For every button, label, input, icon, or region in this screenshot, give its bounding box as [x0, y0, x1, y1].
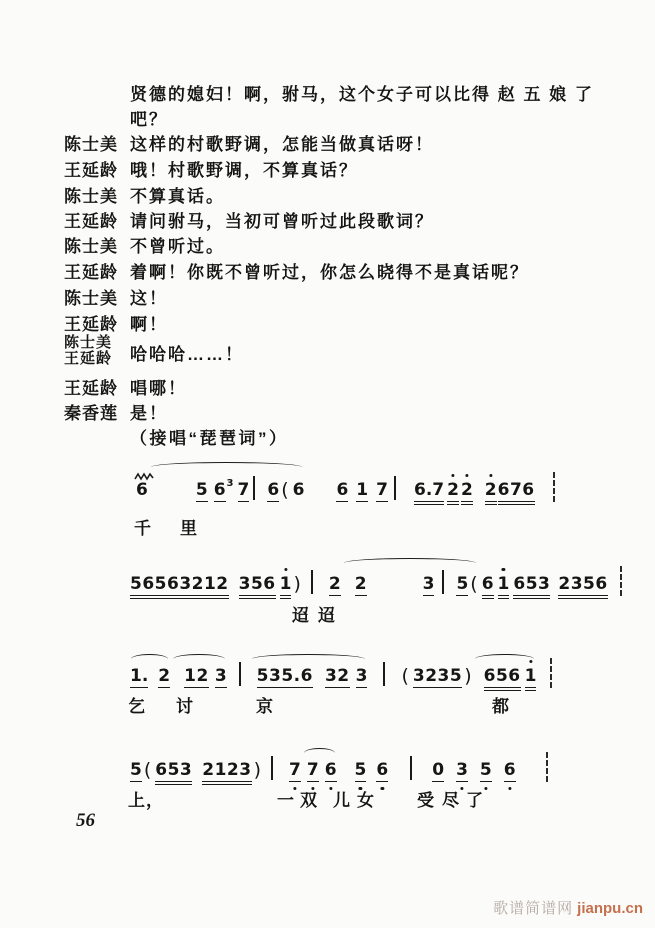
dialogue-text: 啊！ — [130, 315, 168, 334]
dialogue-row — [0, 80, 655, 104]
note-token: 5 — [456, 574, 469, 594]
dialogue-text: 不算真话。 — [130, 187, 225, 206]
lyric-syllable: 京 — [256, 697, 274, 716]
note-token: 3 — [456, 760, 468, 782]
slur-arc — [252, 654, 366, 664]
speaker-name: 陈士美 — [64, 187, 118, 206]
note-token: 6.7 — [413, 480, 445, 500]
note-token: 3 — [355, 666, 368, 686]
slur-group — [341, 570, 478, 596]
slur-group — [249, 666, 368, 688]
lyric-syllable: 迢 — [318, 606, 336, 625]
barline — [394, 476, 396, 500]
note-token: 56563212 — [130, 574, 229, 594]
octave-dot-above — [451, 474, 454, 477]
lyric-syllable: 女 — [357, 791, 375, 810]
music-line — [128, 658, 560, 688]
speaker-name: 陈士美 — [64, 237, 118, 256]
music-line — [128, 752, 556, 782]
lyric-syllable: 乞 — [128, 697, 146, 716]
slur-group — [472, 666, 537, 688]
lyric-syllable: 了 — [466, 791, 484, 810]
octave-dot-above — [465, 474, 468, 477]
note-group — [367, 662, 393, 686]
note-token: 676 — [497, 480, 535, 500]
octave-dot-below — [460, 787, 463, 790]
dialogue-row — [0, 284, 655, 308]
note-token: 2 — [354, 574, 367, 594]
lyric-syllable: 双 — [300, 791, 318, 810]
note-group — [478, 566, 630, 596]
rest-note: 0 — [432, 760, 445, 780]
dialogue-row — [0, 207, 655, 231]
octave-dot-below — [381, 787, 384, 790]
note-group — [404, 480, 473, 502]
note-token: 2 — [485, 480, 497, 502]
barline — [442, 570, 444, 594]
dialogue-text: 这！ — [130, 289, 168, 308]
note-group — [388, 476, 404, 500]
barline — [239, 662, 241, 686]
note-group — [128, 574, 301, 596]
dialogue-row — [0, 331, 655, 367]
slur-arc — [131, 654, 168, 664]
paren-mark: ( — [401, 665, 409, 687]
note-group — [128, 480, 148, 500]
slur-group — [148, 474, 305, 502]
page-number: 56 — [76, 810, 95, 831]
note-token: 2123 — [202, 760, 252, 780]
note-token: 6 — [292, 480, 305, 500]
note-token: 6 — [267, 480, 280, 500]
note-token: 32 — [324, 666, 350, 686]
slur-arc — [151, 462, 303, 472]
note-token: 2 — [447, 480, 459, 502]
speaker-name: 王延龄 — [64, 161, 118, 180]
dialogue-text: 不曾听过。 — [130, 237, 225, 256]
note-group — [393, 666, 471, 688]
dialogue-row — [0, 182, 655, 206]
speaker-name: 王延龄 — [64, 379, 118, 398]
paren-mark: ( — [281, 479, 289, 501]
lyric-syllable: 迢 — [292, 606, 310, 625]
note-token: 7 — [237, 480, 250, 500]
note-token: 3 — [422, 574, 435, 594]
dialogue-row — [0, 258, 655, 282]
speaker-name: 陈士美 — [64, 135, 118, 154]
lyric-syllable: 千 — [134, 519, 152, 538]
dialogue-text: 着啊！你既不曾听过，你怎么晓得不是真话呢？ — [130, 263, 529, 282]
speaker-name: 陈士美 — [64, 334, 113, 351]
dashed-barline — [553, 472, 555, 502]
slur-arc — [173, 654, 225, 664]
note-group — [536, 658, 560, 688]
note-token: 356 — [238, 574, 276, 594]
paren-mark: ) — [464, 665, 472, 687]
dialogue-text: 哦！村歌野调，不算真话？ — [130, 161, 358, 180]
speaker-name: 王延龄 — [64, 315, 118, 334]
note-token: 7 — [289, 760, 301, 782]
note-token: 1. — [130, 666, 149, 686]
note-group — [281, 760, 301, 782]
note-token: 5 — [195, 480, 208, 500]
note-token: 656 — [483, 666, 521, 686]
barline — [311, 570, 313, 594]
grace-note: 3 — [226, 478, 234, 489]
note-token: 1 — [356, 480, 369, 500]
note-group — [321, 574, 341, 596]
dialogue-row — [0, 156, 655, 180]
dialogue-text: 请问驸马，当初可曾听过此段歌词？ — [130, 212, 434, 231]
dialogue-row — [0, 399, 655, 423]
dashed-barline — [620, 566, 622, 596]
slur-group — [128, 666, 170, 688]
barline — [410, 756, 412, 780]
note-token: 12 — [184, 666, 209, 686]
note-group — [388, 756, 420, 780]
dialogue-row — [0, 130, 655, 154]
note-token: 6 — [136, 480, 148, 500]
speaker-name: 王延龄 — [64, 350, 113, 367]
note-group — [227, 662, 249, 686]
note-token: 2 — [158, 666, 171, 686]
note-token: 2 — [328, 574, 341, 594]
dialogue-text: 哈哈哈……！ — [130, 345, 244, 364]
note-token: 653 — [155, 760, 193, 780]
dialogue-text: 吧？ — [130, 110, 168, 129]
note-token: 2 — [461, 480, 473, 502]
speaker-name: 秦香莲 — [64, 404, 118, 423]
dialogue-text: 是！ — [130, 404, 168, 423]
lyric-syllable: 儿 — [333, 791, 351, 810]
note-group — [128, 760, 261, 782]
dialogue-row — [0, 374, 655, 398]
lyric-syllable: 一 — [277, 791, 295, 810]
note-group — [304, 480, 388, 502]
music-line — [128, 566, 630, 596]
dialogue-row — [0, 105, 655, 129]
lyric-syllable: 上， — [128, 791, 164, 810]
slur-group — [170, 666, 227, 688]
speaker-name: 王延龄 — [64, 263, 118, 282]
octave-dot-below — [508, 787, 511, 790]
note-token: 6 — [481, 574, 494, 594]
paren-mark: ( — [470, 573, 478, 595]
barline — [383, 662, 385, 686]
watermark-domain-link[interactable]: jianpu.cn — [577, 900, 643, 917]
slur-arc — [344, 558, 476, 568]
note-token: 1 — [280, 574, 292, 596]
note-group — [261, 756, 281, 780]
note-token: 6 — [336, 480, 349, 500]
note-token: 1 — [525, 666, 537, 688]
note-token: 5 — [355, 760, 367, 782]
dialogue-row — [0, 232, 655, 256]
stage-direction: （接唱“琵琶词”） — [130, 429, 289, 448]
note-group — [473, 472, 563, 502]
watermark-site: 歌谱简谱网 — [493, 900, 574, 917]
paren-mark: ( — [143, 759, 152, 781]
barline — [253, 476, 255, 500]
music-line — [128, 472, 563, 502]
note-group — [337, 760, 389, 782]
dashed-barline — [546, 752, 548, 782]
speaker-name: 陈士美 — [64, 289, 118, 308]
slur-arc — [475, 654, 535, 664]
note-token: 6 — [376, 760, 388, 782]
octave-dot-above — [284, 568, 287, 571]
watermark — [493, 897, 643, 918]
lyric-syllable: 讨 — [176, 697, 194, 716]
note-token: 2356 — [558, 574, 608, 594]
note-token: 5 — [130, 760, 142, 780]
note-token: 1 — [498, 574, 510, 596]
note-token: 7 — [307, 760, 319, 782]
octave-dot-above — [489, 474, 492, 477]
octave-dot-below — [329, 787, 332, 790]
lyric-syllable: 都 — [492, 697, 510, 716]
note-group — [301, 570, 321, 594]
dialogue-text: 唱哪！ — [130, 379, 187, 398]
paren-mark: ) — [293, 573, 301, 595]
dialogue-text: 这样的村歌野调，怎能当做真话呀！ — [130, 135, 434, 154]
slur-arc — [304, 748, 335, 758]
dialogue-row — [0, 424, 655, 448]
note-token: 7 — [376, 480, 388, 500]
slur-group — [301, 760, 337, 782]
lyric-syllable: 受 — [417, 791, 435, 810]
dialogue-text: 贤德的媳妇！啊，驸马，这个女子可以比得 赵 五 娘 了 — [130, 85, 594, 104]
speaker-name: 王延龄 — [64, 212, 118, 231]
paren-mark: ) — [253, 759, 262, 781]
note-token: 6 — [325, 760, 337, 782]
lyric-syllable: 里 — [180, 519, 198, 538]
note-token: 3 — [214, 666, 227, 686]
note-group — [420, 752, 555, 782]
note-token: 6 — [213, 480, 226, 500]
note-token: 653 — [513, 574, 551, 594]
barline — [271, 756, 273, 780]
dashed-barline — [550, 658, 552, 688]
lyric-syllable: 尽 — [442, 791, 460, 810]
note-token: 5 — [480, 760, 492, 782]
octave-dot-above — [502, 568, 505, 571]
note-token: 6 — [504, 760, 516, 782]
note-token: 3235 — [412, 666, 463, 686]
octave-dot-below — [484, 787, 487, 790]
note-token: 535.6 — [256, 666, 313, 686]
